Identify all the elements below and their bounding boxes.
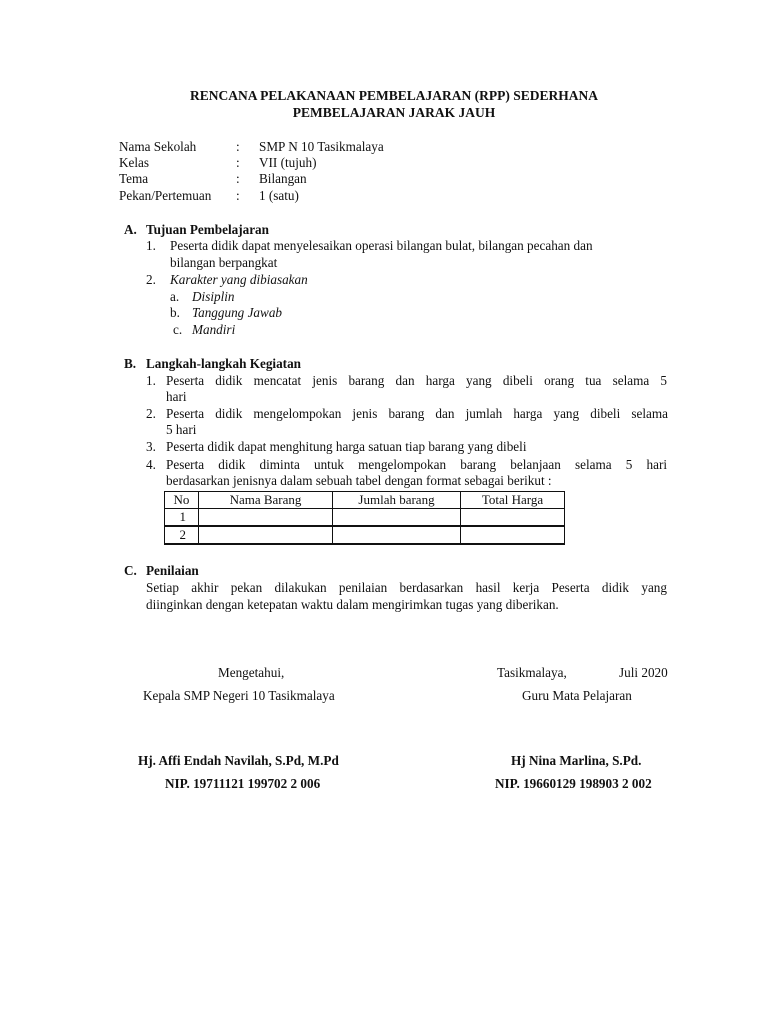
list-item-text: hari — [166, 389, 187, 404]
identity-value-school: SMP N 10 Tasikmalaya — [259, 139, 384, 154]
teacher-nip: NIP. 19660129 198903 2 002 — [495, 776, 652, 791]
identity-label-week: Pekan/Pertemuan — [119, 188, 212, 203]
teacher-title: Guru Mata Pelajaran — [522, 688, 632, 703]
principal-name: Hj. Affi Endah Navilah, S.Pd, M.Pd — [138, 753, 339, 768]
table-cell — [199, 509, 333, 527]
table-cell — [333, 509, 461, 527]
list-item-text: Peserta didik dapat menyelesaikan operasi bilangan bulat, bilangan pecahan dan — [170, 238, 593, 253]
assessment-text: Setiap akhir pekan dilakukan penilaian berdasarkan hasil kerja Peserta didik yang — [146, 580, 667, 595]
section-b-heading: Langkah-langkah Kegiatan — [146, 356, 301, 371]
identity-value-theme: Bilangan — [259, 171, 307, 186]
identity-separator: : — [236, 171, 240, 186]
signature-date: Juli 2020 — [619, 665, 668, 680]
identity-value-week: 1 (satu) — [259, 188, 299, 203]
signature-place: Tasikmalaya, — [497, 665, 567, 680]
table-header-cell: Jumlah barang — [333, 492, 461, 509]
table-header-row — [165, 492, 565, 509]
sub-list-item: Tanggung Jawab — [192, 305, 283, 320]
section-c-heading: Penilaian — [146, 563, 199, 578]
list-item-text: Peserta didik dapat menghitung harga satuan tiap barang yang dibeli — [166, 439, 527, 454]
principal-title: Kepala SMP Negeri 10 Tasikmalaya — [143, 688, 335, 703]
shopping-table — [164, 491, 565, 545]
list-item-text: 5 hari — [166, 422, 197, 437]
table-cell — [461, 526, 565, 544]
section-a-marker: A. — [124, 222, 137, 237]
document-title-line2: PEMBELAJARAN JARAK JAUH — [292, 105, 496, 120]
assessment-text: diinginkan dengan ketepatan waktu dalam mengirimkan tugas yang diberikan. — [146, 597, 559, 612]
table-header-cell: No — [165, 492, 199, 509]
list-number: 4. — [146, 457, 156, 472]
acknowledged-caption: Mengetahui, — [218, 665, 285, 680]
document-title-line1: RENCANA PELAKANAAN PEMBELAJARAN (RPP) SEDERHANA — [189, 88, 598, 103]
identity-value-class: VII (tujuh) — [259, 155, 317, 170]
sub-list-letter: b. — [170, 305, 180, 320]
list-item-text: bilangan berpangkat — [170, 255, 278, 270]
table-cell — [199, 526, 333, 544]
list-number: 2. — [146, 272, 156, 287]
principal-nip: NIP. 19711121 199702 2 006 — [165, 776, 321, 791]
sub-list-item: Mandiri — [192, 322, 236, 337]
list-item-text: berdasarkan jenisnya dalam sebuah tabel dengan format sebagai berikut : — [166, 473, 552, 488]
table-row — [165, 509, 565, 527]
sub-list-letter: a. — [170, 289, 180, 304]
list-item-text: Peserta didik mencatat jenis barang dan harga yang dibeli orang tua selama 5 — [166, 373, 667, 388]
identity-separator: : — [236, 139, 240, 154]
list-item-text: Karakter yang dibiasakan — [170, 272, 308, 287]
table-cell: 2 — [165, 526, 199, 544]
list-number: 1. — [146, 373, 156, 388]
table-header-cell: Nama Barang — [199, 492, 333, 509]
list-number: 2. — [146, 406, 156, 421]
identity-separator: : — [236, 155, 240, 170]
list-number: 1. — [146, 238, 156, 253]
table-header-cell: Total Harga — [461, 492, 565, 509]
teacher-name: Hj Nina Marlina, S.Pd. — [511, 753, 642, 768]
list-item-text: Peserta didik mengelompokan jenis barang dan jumlah harga yang dibeli selama — [166, 406, 668, 421]
identity-label-class: Kelas — [119, 155, 150, 170]
identity-separator: : — [236, 188, 240, 203]
table-cell — [333, 526, 461, 544]
section-a-heading: Tujuan Pembelajaran — [146, 222, 269, 237]
sub-list-item: Disiplin — [192, 289, 235, 304]
list-item-text: Peserta didik diminta untuk mengelompokan barang belanjaan selama 5 hari — [166, 457, 667, 472]
table-row — [165, 526, 565, 544]
sub-list-letter: c. — [173, 322, 183, 337]
section-b-marker: B. — [124, 356, 137, 371]
table-cell — [461, 509, 565, 527]
section-c-marker: C. — [124, 563, 137, 578]
identity-label-school: Nama Sekolah — [119, 139, 197, 154]
identity-label-theme: Tema — [119, 171, 149, 186]
list-number: 3. — [146, 439, 156, 454]
table-cell: 1 — [165, 509, 199, 527]
